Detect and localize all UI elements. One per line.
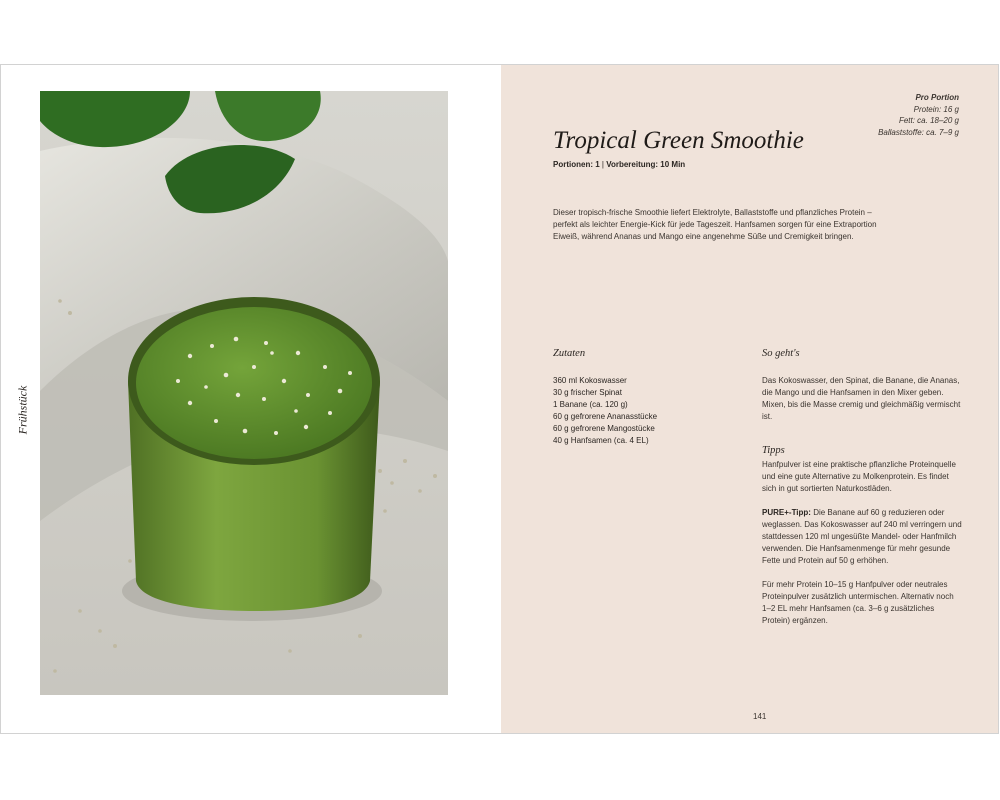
tips-text-3: Für mehr Protein 10–15 g Hanfpulver oder neutrales Proteinpulver zusätzlich untermischen. Alternativ noch 1–2 EL mehr Hanfsamen (ca. 3–6 g zusätzliches Protein) ergänzen. bbox=[762, 580, 954, 625]
portions-label: Portionen: 1 bbox=[553, 160, 600, 169]
nutrition-box bbox=[878, 92, 959, 138]
nutrition-heading: Pro Portion bbox=[915, 93, 959, 102]
smoothie-photo-art bbox=[40, 91, 448, 695]
ingredient-item: 1 Banane (ca. 120 g) bbox=[553, 400, 628, 409]
ingredient-item: 60 g gefrorene Mangostücke bbox=[553, 424, 655, 433]
pure-tip bbox=[762, 507, 962, 567]
prep-time-label: Vorbereitung: 10 Min bbox=[606, 160, 686, 169]
recipe-intro: Dieser tropisch-frische Smoothie liefert Elektrolyte, Ballaststoffe und pflanzliches Protein – perfekt als leichter Energie-Kick für jede Tageszeit. Hanfsamen sorgen für eine Extraportion Eiweiß, während Ananas und Mango eine angenehme Süße und Cremigkeit bringen. bbox=[553, 208, 877, 241]
ingredients-heading: Zutaten bbox=[553, 348, 586, 359]
tips-heading: Tipps bbox=[762, 445, 785, 456]
right-page bbox=[501, 65, 998, 733]
section-tab bbox=[13, 365, 33, 455]
ingredient-item: 360 ml Kokoswasser bbox=[553, 376, 627, 385]
tips-text-1: Hanfpulver ist eine praktische pflanzliche Proteinquelle und eine gute Alternative zu Molkenprotein. Es findet sich in gut sortierten Naturkostläden. bbox=[762, 460, 956, 493]
pure-tip-text: Die Banane auf 60 g reduzieren oder weglassen. Das Kokoswasser auf 240 ml verringern und stattdessen 120 ml ungesüßte Mandel- oder Hanfmilch verwenden. Die Hanfsamenmenge für mehr gesunde Fette und Protein auf 50 g erhöhen. bbox=[762, 508, 962, 565]
nutrition-fiber: Ballaststoffe: ca. 7–9 g bbox=[878, 127, 959, 137]
nutrition-fat: Fett: ca. 18–20 g bbox=[898, 116, 959, 125]
ingredient-item: 30 g frischer Spinat bbox=[553, 388, 622, 397]
nutrition-protein: Protein: 16 g bbox=[913, 104, 959, 114]
pure-tip-label: PURE+-Tipp: bbox=[762, 508, 811, 517]
section-tab-label: Frühstück bbox=[15, 385, 30, 435]
method-text: Das Kokoswasser, den Spinat, die Banane, die Ananas, die Mango und die Hanfsamen in den Mixer geben. Mixen, bis die Masse cremig und gleichmäßig vermischt ist. bbox=[762, 376, 961, 421]
method-heading: So geht's bbox=[762, 348, 800, 359]
book-spread bbox=[0, 64, 999, 734]
meta-separator: | bbox=[599, 160, 607, 169]
smoothie-photo bbox=[40, 91, 448, 695]
ingredient-item: 40 g Hanfsamen (ca. 4 EL) bbox=[553, 436, 649, 445]
ingredient-item: 60 g gefrorene Ananasstücke bbox=[553, 412, 658, 421]
recipe-title: Tropical Green Smoothie bbox=[553, 127, 804, 154]
page-number: 141 bbox=[753, 712, 767, 721]
ingredients-list bbox=[553, 375, 657, 447]
recipe-meta bbox=[553, 160, 685, 169]
smoothie-surface bbox=[136, 307, 372, 459]
left-page bbox=[1, 65, 501, 733]
